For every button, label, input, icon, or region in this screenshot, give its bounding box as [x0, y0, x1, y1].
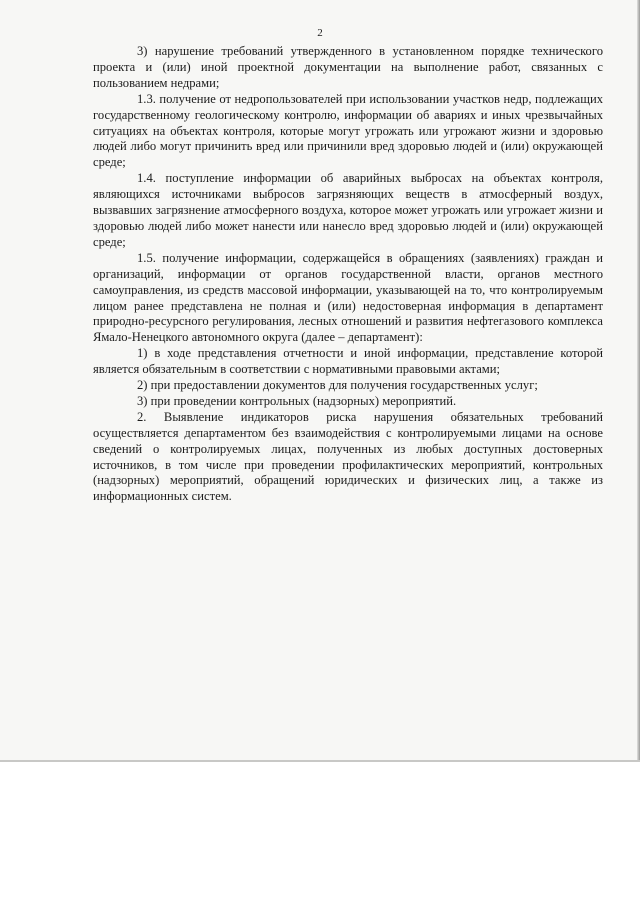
page-number: 2: [317, 27, 323, 39]
paragraph-1-3: 1.3. получение от недропользователей при использовании участков недр, подлежащих государственному геологическому контролю, информации об авариях и иных чрезвычайных ситуациях на объектах контроля, которые могут угрожать или угрожают жизни и здоровью людей либо могут причинить вред или причинили вред здоровью людей и (или) окружающей среде;: [93, 91, 603, 170]
scan-bottom-edge: [0, 760, 640, 762]
document-body: [93, 44, 603, 505]
paragraph-1-5: 1.5. получение информации, содержащейся в обращениях (заявлениях) граждан и организаций, информации от органов государственной власти, органов местного самоуправления, из средств массовой информации, указывающей на то, что контролируемым лицом ранее представлена не полная и (или) недостоверная информация в департамент природно-ресурсного регулирования, лесных отношений и развития нефтегазового комплекса Ямало-Ненецкого автономного округа (далее – департамент):: [93, 250, 603, 345]
paragraph-subitem-2: 2) при предоставлении документов для получения государственных услуг;: [137, 378, 538, 393]
paragraph-subitem-3: 3) при проведении контрольных (надзорных) мероприятий.: [137, 393, 457, 408]
paragraph-2: 2. Выявление индикаторов риска нарушения обязательных требований осуществляется департаментом без взаимодействия с контролируемыми лицами на основе сведений о контролируемых лицах, полученных из любых доступных достоверных источников, в том числе при проведении профилактических мероприятий, контрольных (надзорных) мероприятий, обращений юридических и физических лиц, а также из информационных систем.: [93, 409, 603, 504]
paragraph-1-4: 1.4. поступление информации об аварийных выбросах на объектах контроля, являющихся источниками выбросов загрязняющих веществ в атмосферный воздух, вызвавших загрязнение атмосферного воздуха, которое может угрожать или угрожает жизни и здоровью людей либо может нанести или нанесло вред здоровью людей и (или) окружающей среде;: [93, 171, 603, 249]
paragraph-subitem-1: 1) в ходе представления отчетности и иной информации, представление которой является обязательным в соответствии с нормативными правовыми актами;: [93, 346, 603, 377]
paragraph-item-3: 3) нарушение требований утвержденного в установленном порядке технического проекта и (или) иной проектной документации на выполнение работ, связанных с пользованием недрами;: [93, 44, 603, 90]
